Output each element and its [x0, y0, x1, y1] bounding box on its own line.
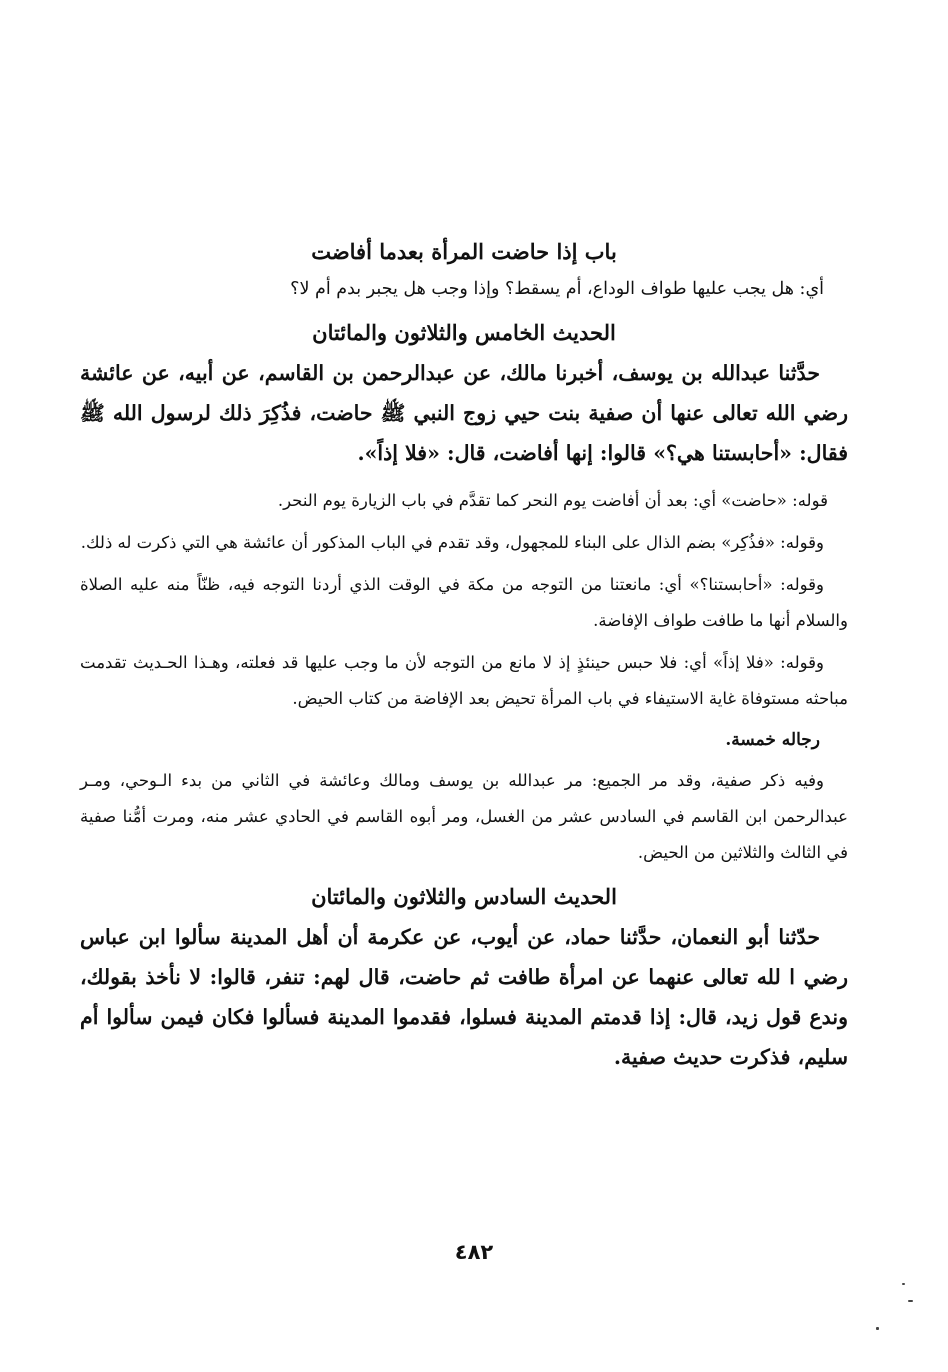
- hadith-235-text: حدَّثنا عبدالله بن يوسف، أخبرنا مالك، عن عبدالرحمن بن القاسم، عن أبيه، عن عائشة رضي الله تعالى عنها أن صفية بنت حيي زوج النبي ﷺ حاضت، فذُكِرَ ذلك لرسول الله ﷺ فقال: «أحابستنا هي؟» قالوا: إنها أفاضت، قال: «فلا إذاً».: [80, 361, 848, 465]
- commentary-paragraph-3: وقوله: «أحابستنا؟» أي: مانعتنا من التوجه من مكة في الوقت الذي أردنا التوجه فيه، ظنّاً منه عليه الصلاة والسلام أنها ما طافت طواف الإفاضة.: [80, 575, 848, 630]
- commentary-paragraph-1: قوله: «حاضت» أي: بعد أن أفاضت يوم النحر كما تقدَّم في باب الزيارة يوم النحر.: [277, 491, 828, 510]
- narrators-title: رجاله خمسة.: [725, 730, 820, 750]
- page-body: [80, 232, 848, 1077]
- scan-speck: [908, 1300, 913, 1302]
- scan-speck: [876, 1327, 879, 1330]
- chapter-title: باب إذا حاضت المرأة بعدما أفاضت: [311, 239, 617, 264]
- page-number: ٤٨٢: [454, 1240, 494, 1264]
- hadith-236-text: حدّثنا أبو النعمان، حدَّثنا حماد، عن أيوب، عن عكرمة أن أهل المدينة سألوا ابن عباس رضي ا لله تعالى عنهما عن امرأة طافت ثم حاضت، قال لهم: تنفر، قالوا: لا نأخذ بقولك، وندع قول زيد، قال: إذا قدمتم المدينة فسلوا، فقدموا المدينة فسألوا فكان فيمن سألوا أم سليم، فذكرت حديث صفية.: [80, 925, 848, 1069]
- chapter-explanation: أي: هل يجب عليها طواف الوداع، أم يسقط؟ وإذا وجب هل يجبر بدم أم لا؟: [290, 279, 824, 299]
- hadith-236-title: الحديث السادس والثلاثون والمائتان: [311, 884, 617, 909]
- commentary-paragraph-4: وقوله: «فلا إذاً» أي: فلا حبس حينئذٍ إذ لا مانع من التوجه لأن ما وجب عليها قد فعلته، وهـذا الحـديث تقدمت مباحثه مستوفاة غاية الاستيفاء في باب المرأة تحيض بعد الإفاضة من كتاب الحيض.: [80, 653, 848, 708]
- scan-speck: [902, 1283, 905, 1285]
- narrators-text: وفيه ذكر صفية، وقد مر الجميع: مر عبدالله بن يوسف ومالك وعائشة في الثاني من بدء الـوحي، ومـر عبدالرحمن ابن القاسم في السادس عشر من الغسل، ومر أبوه القاسم في الحادي عشر منه، ومرت أمُّنا صفية في الثالث والثلاثين من الحيض.: [80, 771, 848, 862]
- commentary-paragraph-2: وقوله: «فذُكِر» بضم الذال على البناء للمجهول، وقد تقدم في الباب المذكور أن عائشة هي التي ذكرت له ذلك.: [80, 533, 824, 552]
- hadith-235-title: الحديث الخامس والثلاثون والمائتان: [312, 320, 616, 345]
